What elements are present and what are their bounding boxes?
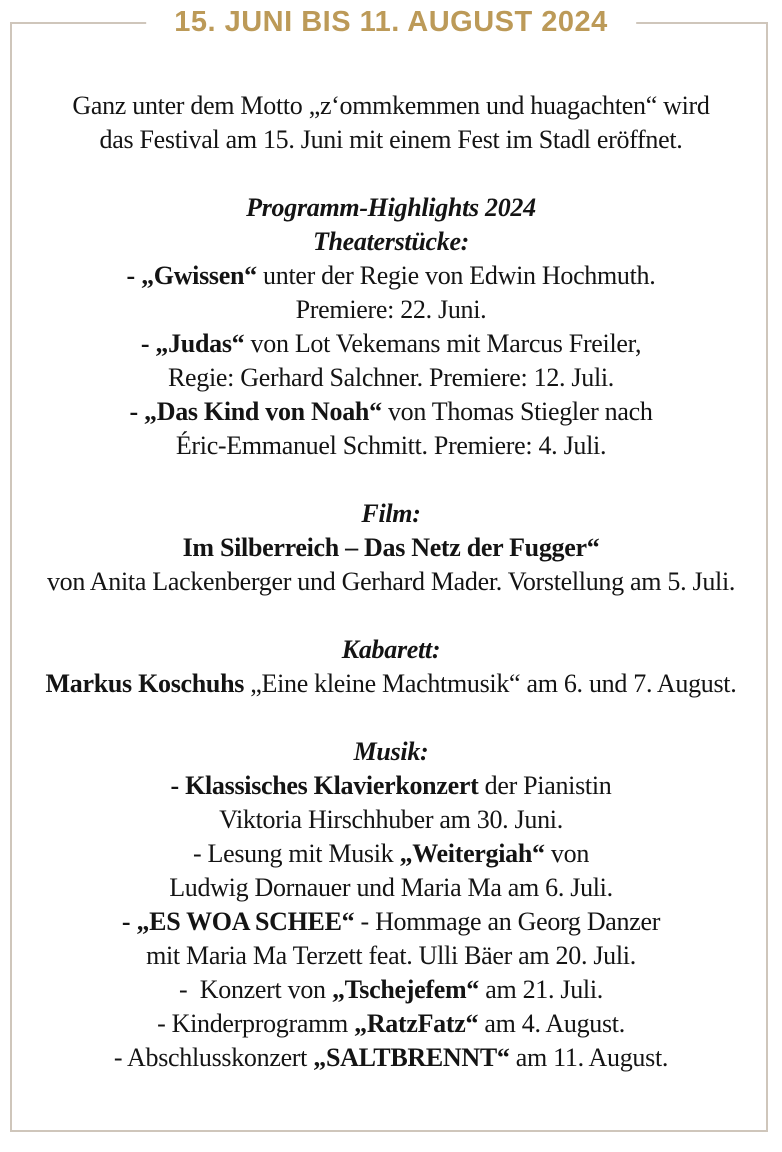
text-line [30, 225, 752, 259]
text-run: Film: [361, 499, 421, 528]
text-run: Éric-Emmanuel Schmitt. Premiere: 4. Juli. [175, 431, 607, 460]
text-line [30, 259, 752, 293]
text-line [30, 361, 752, 395]
text-run: der Pianistin [478, 771, 612, 800]
text-run: - Hommage an Georg Danzer [354, 907, 661, 936]
text-line [30, 973, 752, 1007]
text-run: am 21. Juli. [479, 975, 603, 1004]
text-line [30, 395, 752, 429]
text-line [30, 1041, 752, 1075]
text-line [30, 939, 752, 973]
text-run: von Thomas Stiegler nach [381, 397, 653, 426]
text-run: Regie: Gerhard Salchner. Premiere: 12. Juli. [167, 363, 614, 392]
text-run: „Eine kleine Machtmusik“ am 6. und 7. August. [244, 669, 737, 698]
program-block-kabarett [30, 633, 752, 701]
text-run: am 4. August. [478, 1009, 625, 1038]
program-block-film [30, 497, 752, 599]
text-line [30, 191, 752, 225]
text-line [30, 871, 752, 905]
text-run: „SALTBRENNT“ [313, 1043, 510, 1072]
text-run: von Lot Vekemans mit Marcus Freiler, [244, 329, 642, 358]
text-run: Premiere: 22. Juni. [295, 295, 487, 324]
program-block-musik [30, 735, 752, 1075]
program-block-intro [30, 89, 752, 157]
text-line [30, 735, 752, 769]
text-run: Ganz unter dem Motto „z‘ommkemmen und huagachten“ wird [72, 91, 710, 120]
text-line [30, 531, 752, 565]
text-line [30, 565, 752, 599]
program-block-theaterstuecke [30, 191, 752, 463]
text-run: - Konzert von [179, 975, 332, 1004]
text-line [30, 497, 752, 531]
text-run: - „Judas“ [140, 329, 245, 358]
program-content [30, 89, 752, 1075]
text-run: von [544, 839, 590, 868]
text-run: das Festival am 15. Juni mit einem Fest im Stadl eröffnet. [99, 125, 683, 154]
text-run: Theaterstücke: [312, 227, 470, 256]
text-run: mit Maria Ma Terzett feat. Ulli Bäer am 20. Juli. [146, 941, 636, 970]
text-line [30, 803, 752, 837]
text-run: unter der Regie von Edwin Hochmuth. [256, 261, 656, 290]
text-line [30, 667, 752, 701]
text-run: Im Silberreich – Das Netz der Fugger“ [182, 533, 600, 562]
text-run: - Abschlusskonzert [113, 1043, 314, 1072]
text-run: Ludwig Dornauer und Maria Ma am 6. Juli. [169, 873, 613, 902]
text-run: Kabarett: [341, 635, 441, 664]
text-line [30, 429, 752, 463]
text-run: „RatzFatz“ [354, 1009, 479, 1038]
text-run: von Anita Lackenberger und Gerhard Mader. Vorstellung am 5. Juli. [46, 567, 736, 596]
text-run: Musik: [353, 737, 429, 766]
text-run: - Klassisches Klavierkonzert [170, 771, 479, 800]
text-line [30, 293, 752, 327]
text-line [30, 327, 752, 361]
text-line [30, 633, 752, 667]
text-run: „Weitergiah“ [399, 839, 545, 868]
text-run: am 11. August. [509, 1043, 669, 1072]
page-title: 15. JUNI BIS 11. AUGUST 2024 [146, 6, 636, 39]
text-run: Programm-Highlights 2024 [246, 193, 536, 222]
text-run: - „ES WOA SCHEE“ [121, 907, 355, 936]
text-run: - „Das Kind von Noah“ [129, 397, 382, 426]
text-line [30, 769, 752, 803]
text-line [30, 123, 752, 157]
text-run: - „Gwissen“ [126, 261, 257, 290]
text-run: - Lesung mit Musik [192, 839, 400, 868]
text-run: - Kinderprogramm [157, 1009, 355, 1038]
text-run: „Tschejefem“ [331, 975, 480, 1004]
text-run: Markus Koschuhs [45, 669, 245, 698]
text-line [30, 837, 752, 871]
text-run: Viktoria Hirschhuber am 30. Juni. [219, 805, 563, 834]
text-line [30, 905, 752, 939]
text-line [30, 89, 752, 123]
text-line [30, 1007, 752, 1041]
